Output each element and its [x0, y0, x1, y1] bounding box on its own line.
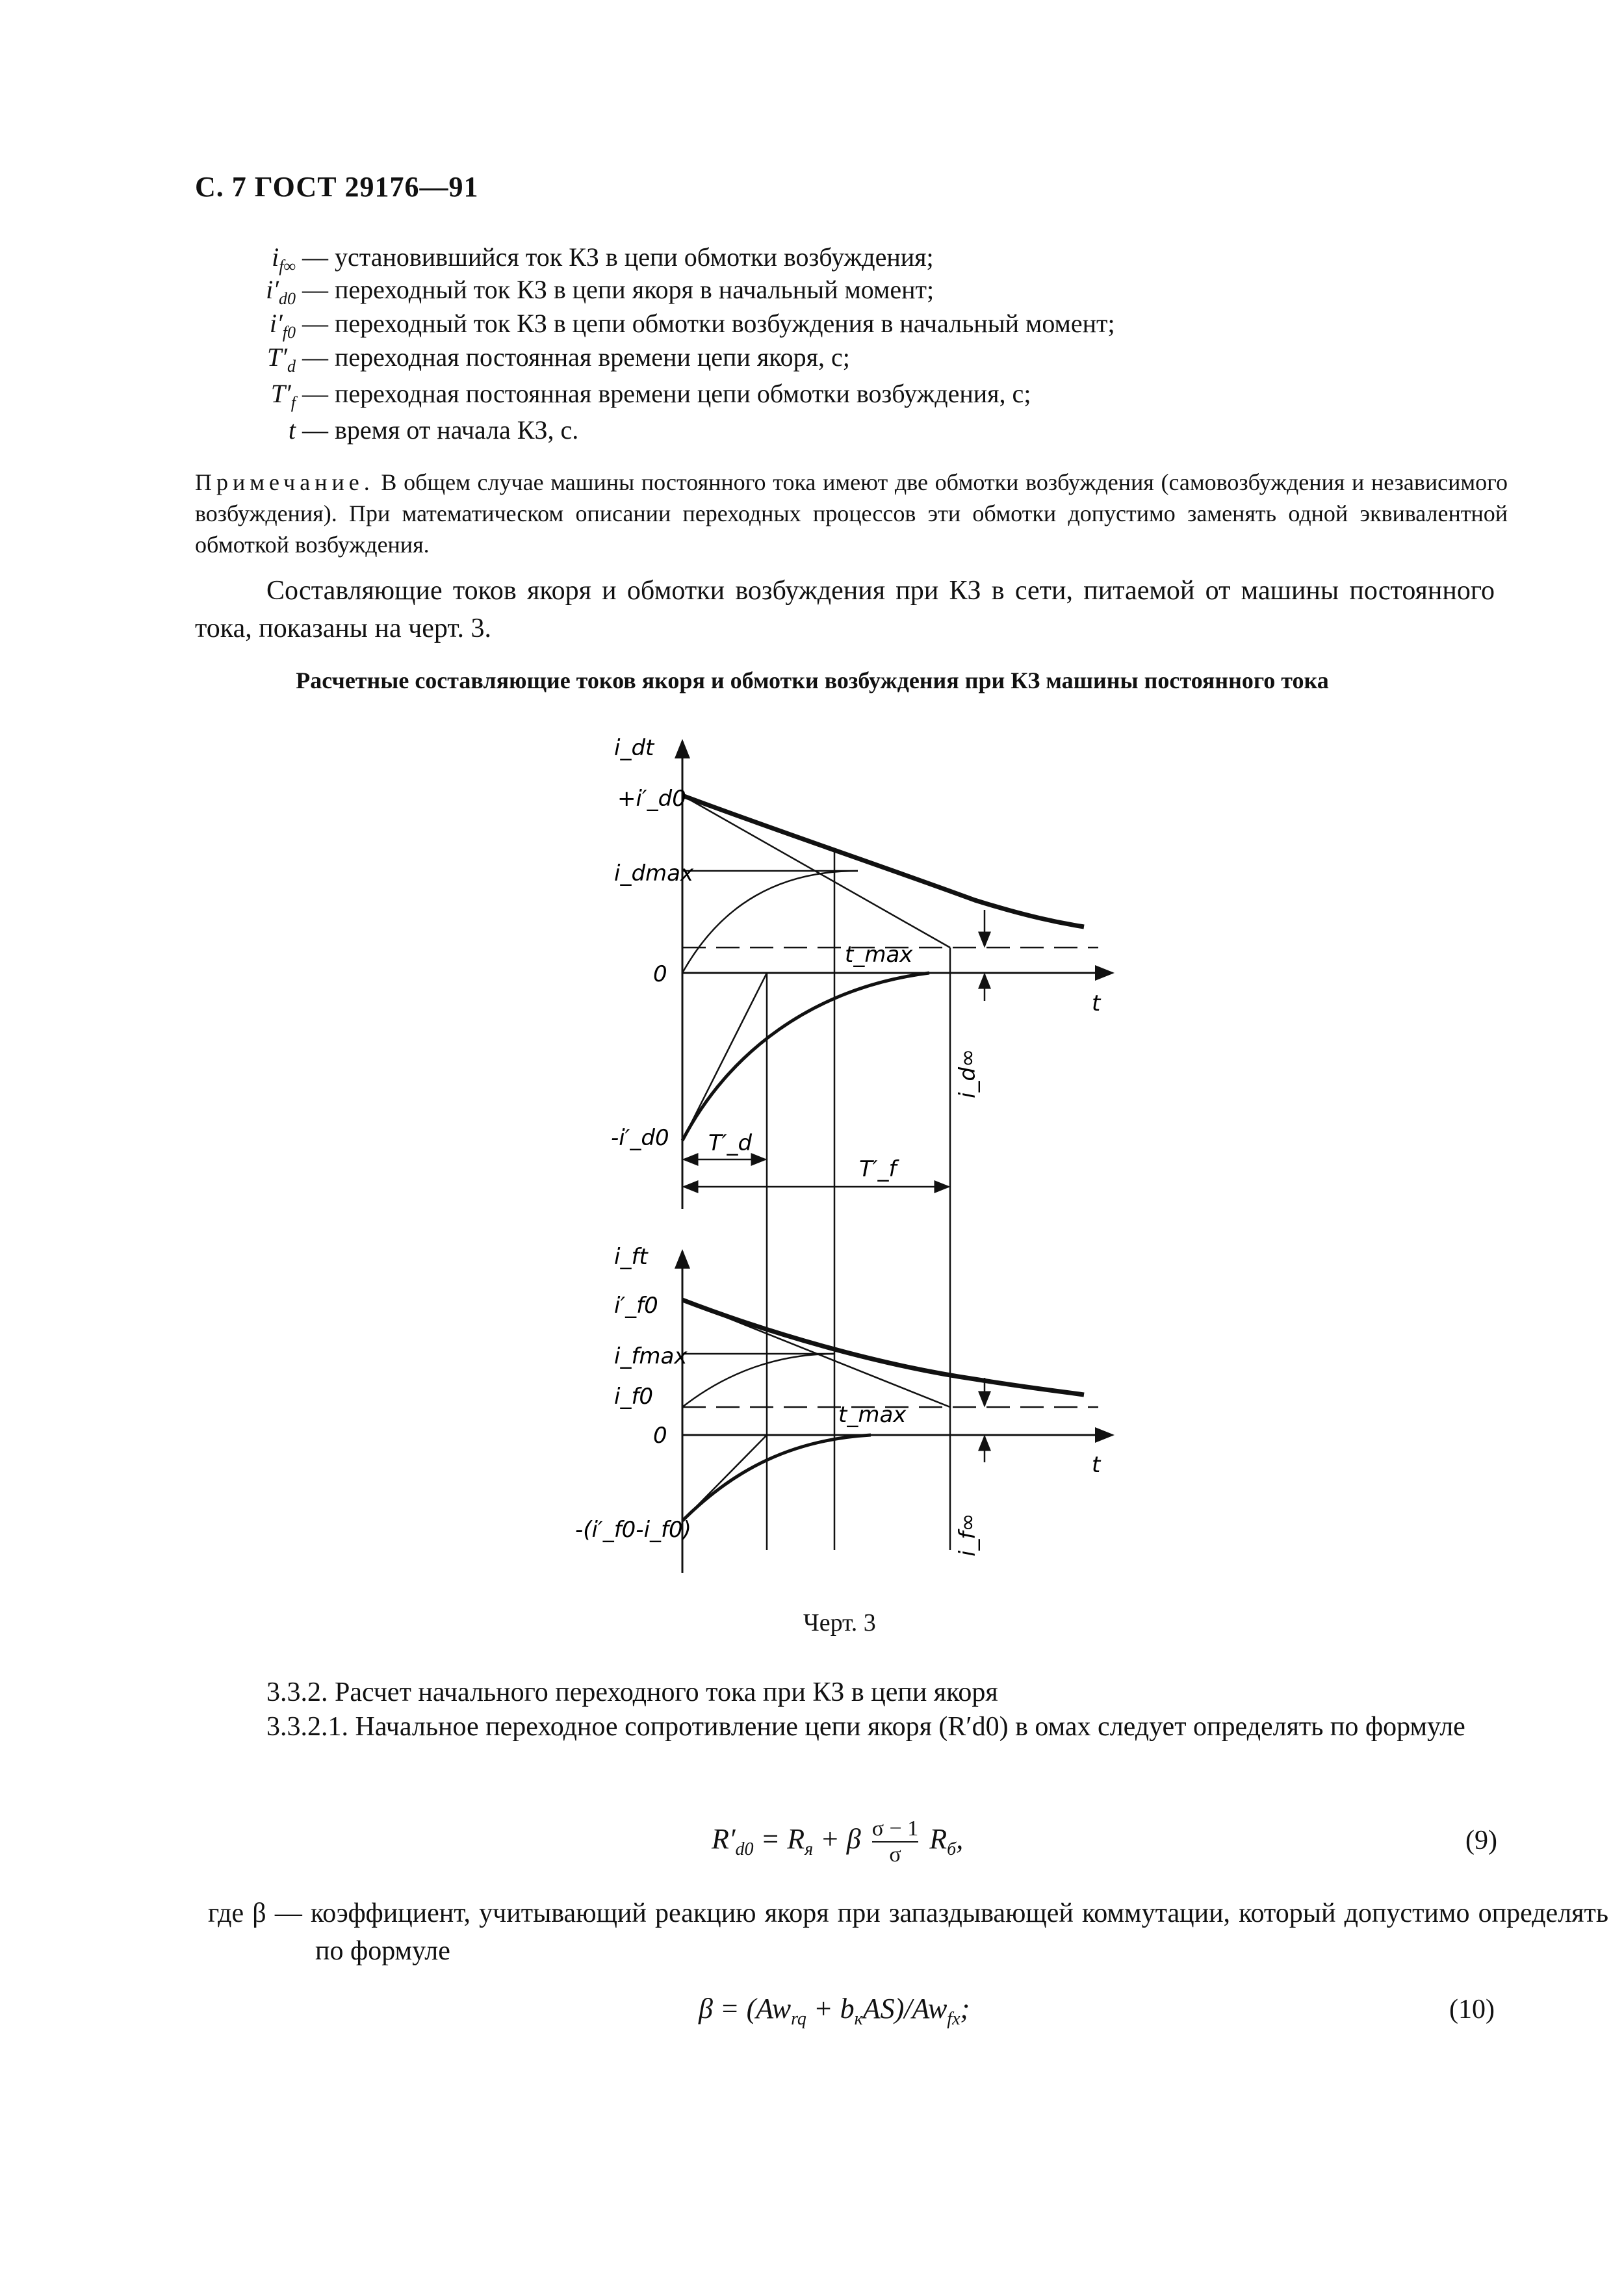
legend-text: — переходная постоянная времени цепи якоря, с; — [302, 343, 850, 372]
equation-number-10: (10) — [1449, 1995, 1495, 2024]
legend-text: — время от начала КЗ, с. — [302, 415, 579, 445]
label-td: T′_d — [708, 1130, 753, 1156]
bottom-negative-curve — [682, 1435, 871, 1521]
top-thick-curve — [682, 795, 1084, 927]
label-neg-if: -(i′_f0-i_f0) — [575, 1517, 691, 1543]
bottom-neg-tangent — [682, 1435, 767, 1521]
label-t-bottom: t — [1092, 1452, 1101, 1478]
bottom-rising-curve — [682, 1354, 834, 1407]
label-zero-top: 0 — [653, 961, 667, 987]
label-t-top: t — [1092, 990, 1101, 1016]
legend-symbol: $i'_{f0}$ — [269, 309, 296, 342]
section-title: 3.3.2. Расчет начального переходного тока при КЗ в цепи якоря — [266, 1677, 998, 1707]
note-label: Примечание. — [195, 469, 374, 495]
label-tf: T′_f — [859, 1156, 897, 1182]
top-rising-curve — [682, 871, 858, 973]
legend-text: — переходный ток КЗ в цепи якоря в начальный момент; — [302, 275, 934, 304]
legend-symbol: t — [288, 415, 296, 445]
label-if0: i_f0 — [614, 1384, 654, 1410]
legend-text: — переходный ток КЗ в цепи обмотки возбуждения в начальный момент; — [302, 309, 1115, 338]
legend-symbol: $i_{f\infty}$ — [272, 242, 296, 276]
label-idmax: i_dmax — [614, 860, 694, 886]
label-ift: i_ft — [614, 1244, 648, 1270]
label-ifmax: i_fmax — [614, 1343, 688, 1369]
legend-symbol: $T'_f$ — [270, 379, 296, 412]
label-idt: i_dt — [614, 735, 654, 761]
page-header: С. 7 ГОСТ 29176—91 — [195, 171, 479, 203]
label-zero-bottom: 0 — [653, 1423, 667, 1449]
label-plus-id0: +i′_d0 — [617, 786, 686, 812]
label-id-inf: i_d∞ — [955, 1048, 981, 1098]
intro-paragraph: Составляющие токов якоря и обмотки возбуждения при КЗ в сети, питаемой от машины постоянного тока, показаны на черт. 3. — [195, 576, 1495, 643]
top-negative-curve — [682, 973, 929, 1141]
label-tmax-bottom: t_max — [838, 1402, 907, 1428]
where-text: где β — коэффициент, учитывающий реакцию якоря при запаздывающей коммутации, который допустимо определять по формуле — [208, 1898, 1608, 1966]
top-neg-tangent — [682, 973, 767, 1141]
label-if-inf: i_f∞ — [955, 1513, 981, 1557]
label-minus-id0: -i′_d0 — [611, 1125, 669, 1151]
legend-text: — переходная постоянная времени цепи обмотки возбуждения, с; — [302, 379, 1031, 408]
legend-symbol: $T'_d$ — [267, 343, 296, 376]
note-text: В общем случае машины постоянного тока имеют две обмотки возбуждения (самовозбуждения и независимого возбуждения). При математическом описании переходных процессов эти обмотки допустимо заменять одной эквивалентной обмоткой возбуждения. — [195, 469, 1508, 558]
legend-symbol: $i'_{d0}$ — [266, 275, 296, 308]
formula-9: $R'_{d0} = R_я + \beta$ $\frac{\sigma - 1}{\sigma}$ $R_б$, — [712, 1817, 964, 1867]
equation-number-9: (9) — [1465, 1826, 1497, 1856]
figure-title: Расчетные составляющие токов якоря и обмотки возбуждения при КЗ машины постоянного тока — [296, 667, 1329, 693]
formula-10: $\beta = (Aw_{rq} + b_кAS)/Aw_{fx}$; — [699, 1993, 970, 2029]
section-text: 3.3.2.1. Начальное переходное сопротивление цепи якоря (R′d0) в омах следует определять по формуле — [266, 1712, 1465, 1742]
label-if0-prime: i′_f0 — [614, 1293, 658, 1319]
figure-caption: Черт. 3 — [803, 1609, 876, 1636]
legend-text: — установившийся ток КЗ в цепи обмотки возбуждения; — [302, 242, 934, 272]
label-tmax-top: t_max — [845, 942, 913, 968]
